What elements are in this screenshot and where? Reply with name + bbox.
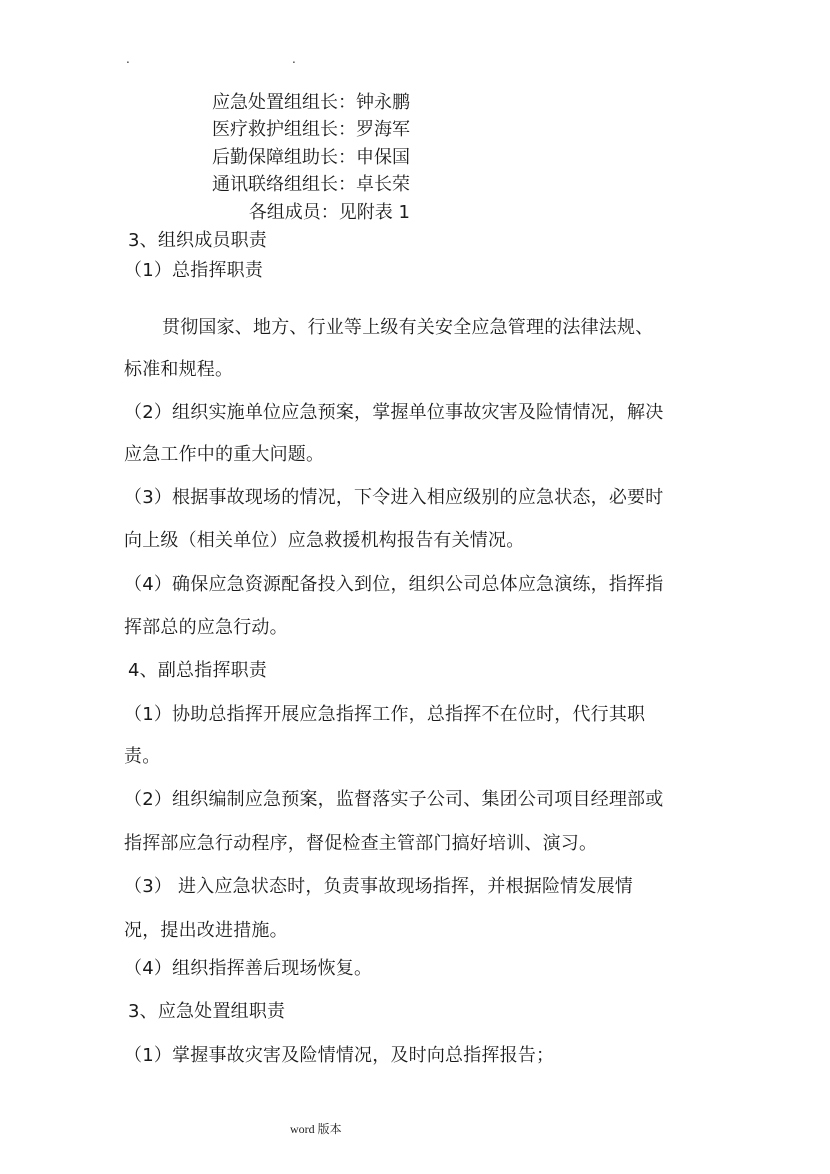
paragraph-line: （2）组织编制应急预案，监督落实子公司、集团公司项目经理部或 xyxy=(124,789,664,810)
subheading-commander-duties: （1）总指挥职责 xyxy=(124,260,264,281)
paragraph-line: （1）掌握事故灾害及险情情况，及时向总指挥报告； xyxy=(124,1045,555,1066)
paragraph-line: 况，提出改进措施。 xyxy=(124,920,288,941)
paragraph-line: 贯彻国家、地方、行业等上级有关安全应急管理的法律法规、 xyxy=(162,317,654,338)
roster-line-communication-leader: 通讯联络组组长：卓长荣 xyxy=(212,174,410,195)
paragraph-line: （1）协助总指挥开展应急指挥工作，总指挥不在位时，代行其职 xyxy=(124,704,646,725)
section-heading-member-duties: 3、组织成员职责 xyxy=(128,230,268,251)
paragraph-line: 向上级（相关单位）应急救援机构报告有关情况。 xyxy=(124,530,525,551)
section-heading-deputy-commander: 4、副总指挥职责 xyxy=(128,660,268,681)
paragraph-line: 责。 xyxy=(124,746,161,767)
paragraph-line: （2）组织实施单位应急预案，掌握单位事故灾害及险情情况，解决 xyxy=(124,402,664,423)
paragraph-line: 挥部总的应急行动。 xyxy=(124,617,288,638)
paragraph-line: （3） 进入应急状态时，负责事故现场指挥，并根据险情发展情 xyxy=(124,876,633,897)
paragraph-line: 指挥部应急行动程序，督促检查主管部门搞好培训、演习。 xyxy=(124,833,598,854)
roster-line-medical-leader: 医疗救护组组长：罗海军 xyxy=(212,119,410,140)
header-dot-right: . xyxy=(292,52,296,66)
roster-line-logistics-leader: 后勤保障组助长：申保国 xyxy=(212,147,410,168)
paragraph-line: 应急工作中的重大问题。 xyxy=(124,444,325,465)
paragraph-line: （3）根据事故现场的情况，下令进入相应级别的应急状态，必要时 xyxy=(124,487,664,508)
paragraph-line: 标准和规程。 xyxy=(124,359,234,380)
section-heading-disposal-duties: 3、应急处置组职责 xyxy=(128,1001,286,1022)
paragraph-line: （4）确保应急资源配备投入到位，组织公司总体应急演练，指挥指 xyxy=(124,574,664,595)
roster-line-members: 各组成员：见附表 1 xyxy=(248,202,410,223)
roster-line-disposal-leader: 应急处置组组长：钟永鹏 xyxy=(212,92,410,113)
footer-label: word 版本 xyxy=(290,1122,342,1136)
paragraph-line: （4）组织指挥善后现场恢复。 xyxy=(124,958,373,979)
header-dot-left: . xyxy=(126,52,130,66)
